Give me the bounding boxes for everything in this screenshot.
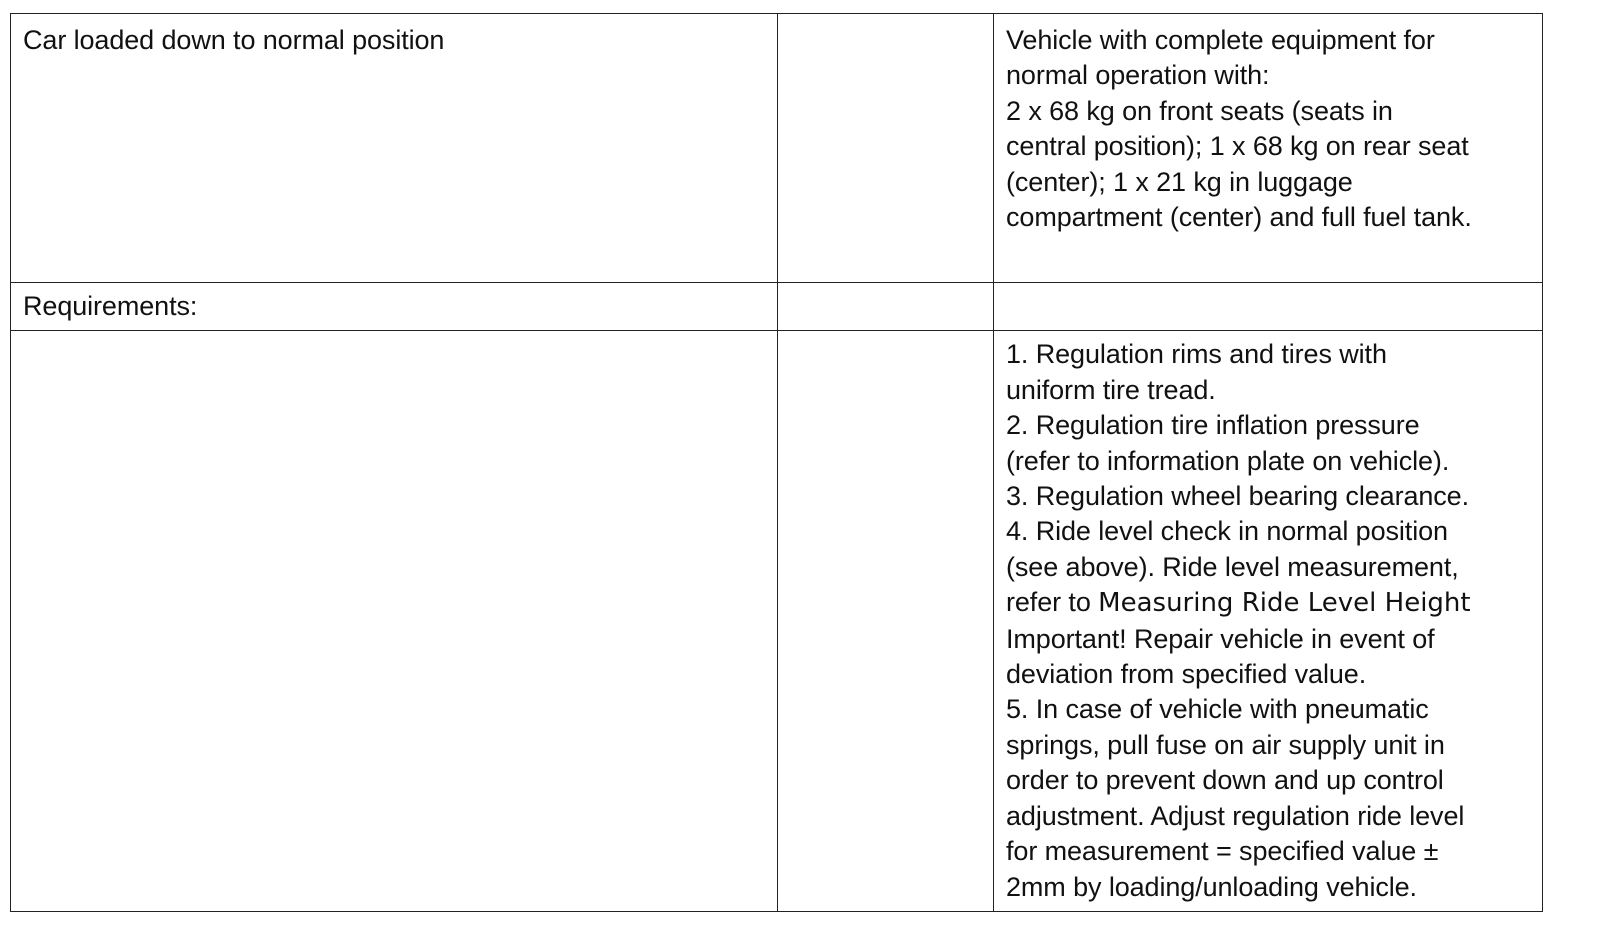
requirement-line: 5. In case of vehicle with pneumatic [1006,694,1429,725]
ride-level-reference-link[interactable]: Measuring Ride Level Height [1098,588,1471,619]
requirement-line: (see above). Ride level measurement, [1006,551,1459,582]
requirement-line: order to prevent down and up control [1006,765,1444,796]
empty-cell [994,283,1543,331]
requirement-line: uniform tire tread. [1006,374,1216,405]
requirement-line: refer to [1006,587,1091,618]
requirement-line: 1. Regulation rims and tires with [1006,339,1387,370]
requirements-list-cell [994,331,1543,912]
requirements-heading: Requirements: [23,291,198,321]
empty-cell [778,14,994,283]
table-row [11,14,1543,283]
description-line: Vehicle with complete equipment for [1006,25,1435,55]
requirement-line: 4. Ride level check in normal position [1006,516,1448,547]
table-row [11,331,1543,912]
row-label-cell [11,283,778,331]
requirement-line: Important! Repair vehicle in event of [1006,623,1435,654]
row-label-cell [11,14,778,283]
requirement-line: (refer to information plate on vehicle). [1006,445,1450,476]
description-line: compartment (center) and full fuel tank. [1006,202,1472,233]
description-line: normal operation with: [1006,60,1270,91]
empty-cell [778,283,994,331]
row-label-cell [11,331,778,912]
specification-table [10,13,1543,912]
table-row [11,283,1543,331]
requirement-line: 2mm by loading/unloading vehicle. [1006,871,1417,902]
description-line: (center); 1 x 21 kg in luggage [1006,166,1353,197]
description-cell [994,14,1543,283]
requirement-line: for measurement = specified value ± [1006,836,1439,867]
requirement-line: adjustment. Adjust regulation ride level [1006,800,1465,831]
requirement-line: 3. Regulation wheel bearing clearance. [1006,481,1470,512]
requirement-line: 2. Regulation tire inflation pressure [1006,410,1420,441]
requirement-line: springs, pull fuse on air supply unit in [1006,729,1445,760]
row-label: Car loaded down to normal position [23,25,445,55]
description-line: 2 x 68 kg on front seats (seats in [1006,95,1393,126]
description-line: central position); 1 x 68 kg on rear seat [1006,131,1469,162]
requirement-line: deviation from specified value. [1006,659,1367,690]
empty-cell [778,331,994,912]
requirement-line-with-reference [1006,585,1530,621]
